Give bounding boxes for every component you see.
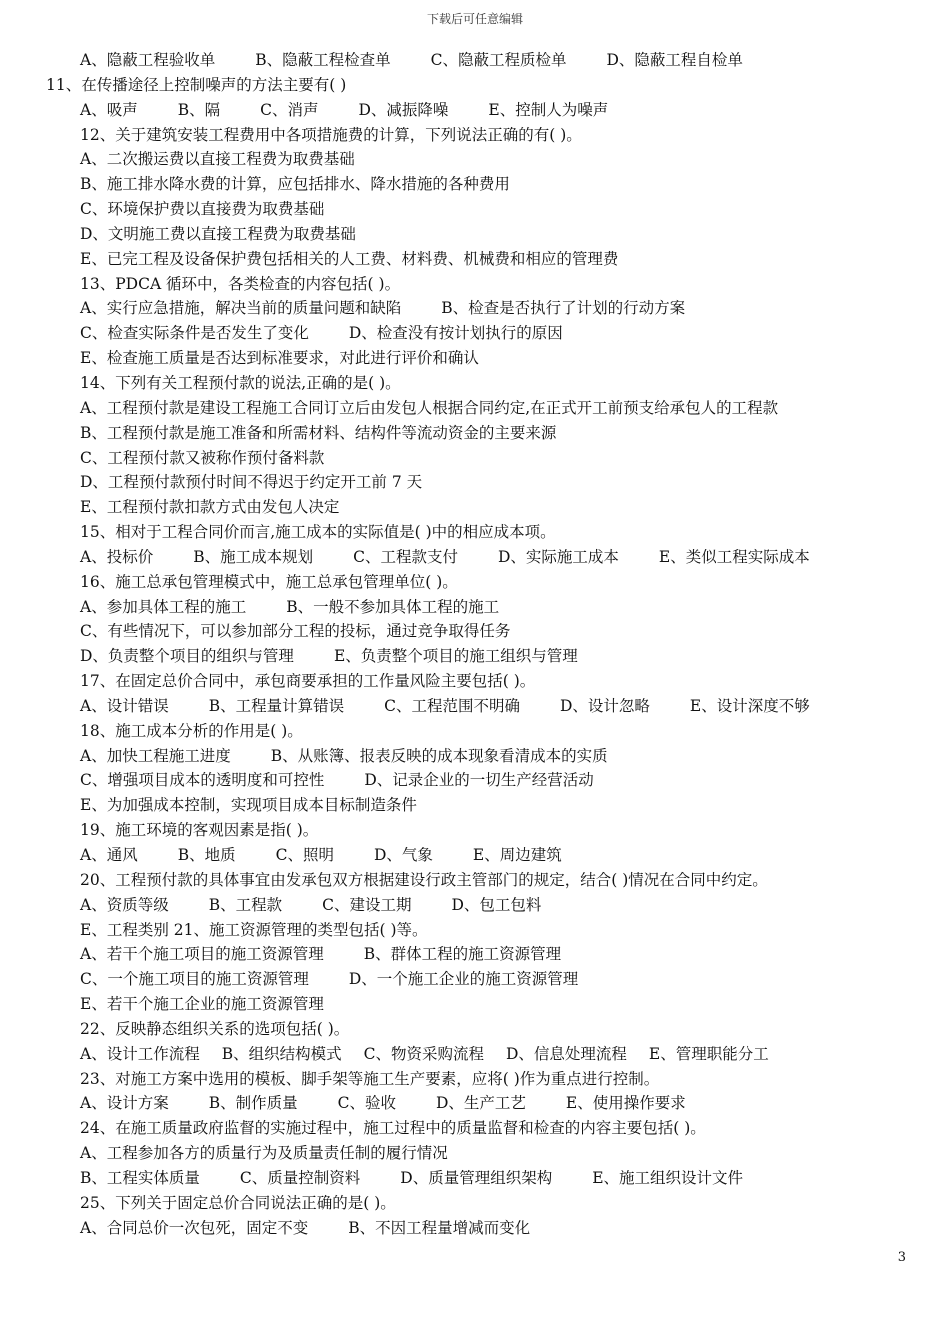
answer-option: A、吸声 xyxy=(80,100,138,119)
answer-option: B、隔 xyxy=(177,100,221,119)
answer-option: C、工程款支付 xyxy=(353,547,458,566)
text-line: E、检查施工质量是否达到标准要求，对此进行评价和确认 xyxy=(80,349,479,368)
text-line xyxy=(46,967,910,992)
answer-option: E、管理职能分工 xyxy=(648,1044,769,1063)
answer-option: D、检查没有按计划执行的原因 xyxy=(348,324,563,343)
text-line xyxy=(46,1216,910,1241)
answer-option: C、增强项目成本的透明度和可控性 xyxy=(80,771,325,790)
page-header: 下载后可任意编辑 xyxy=(426,12,523,26)
text-line xyxy=(46,942,910,967)
answer-option: B、工程量计算错误 xyxy=(208,696,345,715)
answer-option: E、控制人为噪声 xyxy=(488,100,609,119)
answer-option: A、资质等级 xyxy=(80,895,169,914)
answer-option: A、设计工作流程 xyxy=(80,1044,200,1063)
answer-option: A、若干个施工项目的施工资源管理 xyxy=(80,945,324,964)
text-line xyxy=(46,1042,910,1067)
text-line: B、施工排水降水费的计算，应包括排水、降水措施的各种费用 xyxy=(80,175,510,194)
answer-option: D、实际施工成本 xyxy=(497,547,619,566)
text-line: 16、施工总承包管理模式中，施工总承包管理单位( )。 xyxy=(80,572,458,591)
text-line: B、工程预付款是施工准备和所需材料、结构件等流动资金的主要来源 xyxy=(80,423,557,442)
answer-option: C、物资采购流程 xyxy=(363,1044,484,1063)
answer-option: E、设计深度不够 xyxy=(689,696,810,715)
answer-option: A、隐蔽工程验收单 xyxy=(80,51,216,69)
answer-option: C、照明 xyxy=(275,846,334,864)
text-line xyxy=(46,644,910,669)
text-line xyxy=(46,545,910,570)
answer-option: C、验收 xyxy=(337,1094,396,1113)
text-line: 25、下列关于固定总价合同说法正确的是( )。 xyxy=(80,1193,396,1212)
text-line: E、工程预付款扣款方式由发包人决定 xyxy=(80,498,340,517)
answer-option: D、质量管理组织架构 xyxy=(400,1168,553,1187)
text-line: 11、在传播途径上控制噪声的方法主要有( ) xyxy=(46,75,347,94)
text-line: D、工程预付款预付时间不得迟于约定开工前 7 天 xyxy=(80,473,423,492)
answer-option: D、设计忽略 xyxy=(559,696,650,715)
answer-option: C、建设工期 xyxy=(322,895,412,914)
answer-option: C、检查实际条件是否发生了变化 xyxy=(80,324,309,343)
text-line: 22、反映静态组织关系的选项包括( )。 xyxy=(80,1019,350,1038)
answer-option: D、气象 xyxy=(373,846,433,864)
text-line: 23、对施工方案中选用的模板、脚手架等施工生产要素，应将( )作为重点进行控制。 xyxy=(80,1069,660,1088)
text-line xyxy=(46,843,910,868)
answer-option: B、制作质量 xyxy=(208,1094,298,1113)
answer-option: B、从账簿、报表反映的成本现象看清成本的实质 xyxy=(270,746,608,765)
text-line xyxy=(46,1091,910,1116)
text-line: E、若干个施工企业的施工资源管理 xyxy=(80,995,324,1014)
answer-option: C、质量控制资料 xyxy=(239,1168,361,1187)
answer-option: E、施工组织设计文件 xyxy=(592,1168,744,1187)
text-line: 18、施工成本分析的作用是( )。 xyxy=(80,721,303,740)
text-line: E、已完工程及设备保护费包括相关的人工费、材料费、机械费和相应的管理费 xyxy=(80,249,619,268)
text-line xyxy=(46,98,910,123)
text-line: C、环境保护费以直接费为取费基础 xyxy=(80,200,325,219)
answer-option: D、隐蔽工程自检单 xyxy=(606,51,743,69)
text-line: D、文明施工费以直接工程费为取费基础 xyxy=(80,224,356,243)
answer-option: C、一个施工项目的施工资源管理 xyxy=(80,970,309,989)
answer-option: D、包工包料 xyxy=(451,895,542,914)
answer-option: B、群体工程的施工资源管理 xyxy=(363,945,562,964)
text-line: A、工程参加各方的质量行为及质量责任制的履行情况 xyxy=(80,1144,448,1163)
answer-option: B、不因工程量增减而变化 xyxy=(348,1218,531,1237)
text-line xyxy=(46,694,910,719)
answer-option: E、类似工程实际成本 xyxy=(658,547,810,566)
answer-option: D、记录企业的一切生产经营活动 xyxy=(364,771,594,790)
document-body xyxy=(46,48,910,1241)
text-line: A、二次搬运费以直接工程费为取费基础 xyxy=(80,150,355,169)
answer-option: B、检查是否执行了计划的行动方案 xyxy=(441,299,686,318)
text-line: 17、在固定总价合同中，承包商要承担的工作量风险主要包括( )。 xyxy=(80,672,536,691)
text-line: E、工程类别 21、施工资源管理的类型包括( )等。 xyxy=(80,920,428,939)
answer-option: C、隐蔽工程质检单 xyxy=(430,51,567,69)
text-line xyxy=(46,768,910,793)
answer-option: A、合同总价一次包死，固定不变 xyxy=(80,1218,309,1237)
answer-option: B、工程实体质量 xyxy=(80,1168,200,1187)
answer-option: D、一个施工企业的施工资源管理 xyxy=(348,970,579,989)
answer-option: D、生产工艺 xyxy=(435,1094,526,1113)
answer-option: A、设计方案 xyxy=(80,1094,169,1113)
answer-option: E、负责整个项目的施工组织与管理 xyxy=(333,647,578,666)
answer-option: E、周边建筑 xyxy=(472,846,562,864)
text-line: C、工程预付款又被称作预付备料款 xyxy=(80,448,325,467)
answer-option: B、一般不参加具体工程的施工 xyxy=(286,597,500,616)
answer-option: D、负责整个项目的组织与管理 xyxy=(80,647,294,666)
answer-option: C、消声 xyxy=(260,100,319,119)
answer-option: A、加快工程施工进度 xyxy=(80,746,231,765)
text-line xyxy=(46,595,910,620)
text-line: 15、相对于工程合同价而言,施工成本的实际值是( )中的相应成本项。 xyxy=(80,523,556,542)
answer-option: A、设计错误 xyxy=(80,696,169,715)
page-number: 3 xyxy=(897,1250,906,1265)
answer-option: A、投标价 xyxy=(80,547,154,566)
text-line: E、为加强成本控制，实现项目成本目标制造条件 xyxy=(80,796,417,815)
answer-option: A、参加具体工程的施工 xyxy=(80,597,247,616)
answer-option: E、使用操作要求 xyxy=(565,1094,686,1113)
text-line xyxy=(46,744,910,769)
text-line xyxy=(46,1166,910,1191)
text-line xyxy=(46,48,910,73)
text-line: 19、施工环境的客观因素是指( )。 xyxy=(80,821,319,840)
answer-option: B、地质 xyxy=(177,846,236,864)
text-line: 13、PDCA 循环中，各类检查的内容包括( )。 xyxy=(80,274,401,293)
text-line xyxy=(46,321,910,346)
answer-option: D、信息处理流程 xyxy=(505,1044,627,1063)
text-line xyxy=(46,893,910,918)
text-line: C、有些情况下，可以参加部分工程的投标，通过竞争取得任务 xyxy=(80,622,511,641)
answer-option: A、通风 xyxy=(80,846,138,864)
text-line xyxy=(46,296,910,321)
answer-option: C、工程范围不明确 xyxy=(384,696,520,715)
text-line: 24、在施工质量政府监督的实施过程中，施工过程中的质量监督和检查的内容主要包括( )。 xyxy=(80,1119,706,1138)
answer-option: A、实行应急措施，解决当前的质量问题和缺陷 xyxy=(80,299,402,318)
text-line: A、工程预付款是建设工程施工合同订立后由发包人根据合同约定,在正式开工前预支给承包人的工程款 xyxy=(80,398,779,417)
answer-option: B、隐蔽工程检查单 xyxy=(255,51,391,69)
answer-option: B、施工成本规划 xyxy=(193,547,314,566)
answer-option: B、组织结构模式 xyxy=(221,1044,342,1063)
answer-option: B、工程款 xyxy=(208,895,283,914)
text-line: 14、下列有关工程预付款的说法,正确的是( )。 xyxy=(80,373,401,392)
answer-option: D、减振降噪 xyxy=(358,100,449,119)
text-line: 12、关于建筑安装工程费用中各项措施费的计算，下列说法正确的有( )。 xyxy=(80,125,582,144)
text-line: 20、工程预付款的具体事宜由发承包双方根据建设行政主管部门的规定，结合( )情况在合同中约定。 xyxy=(80,870,768,889)
